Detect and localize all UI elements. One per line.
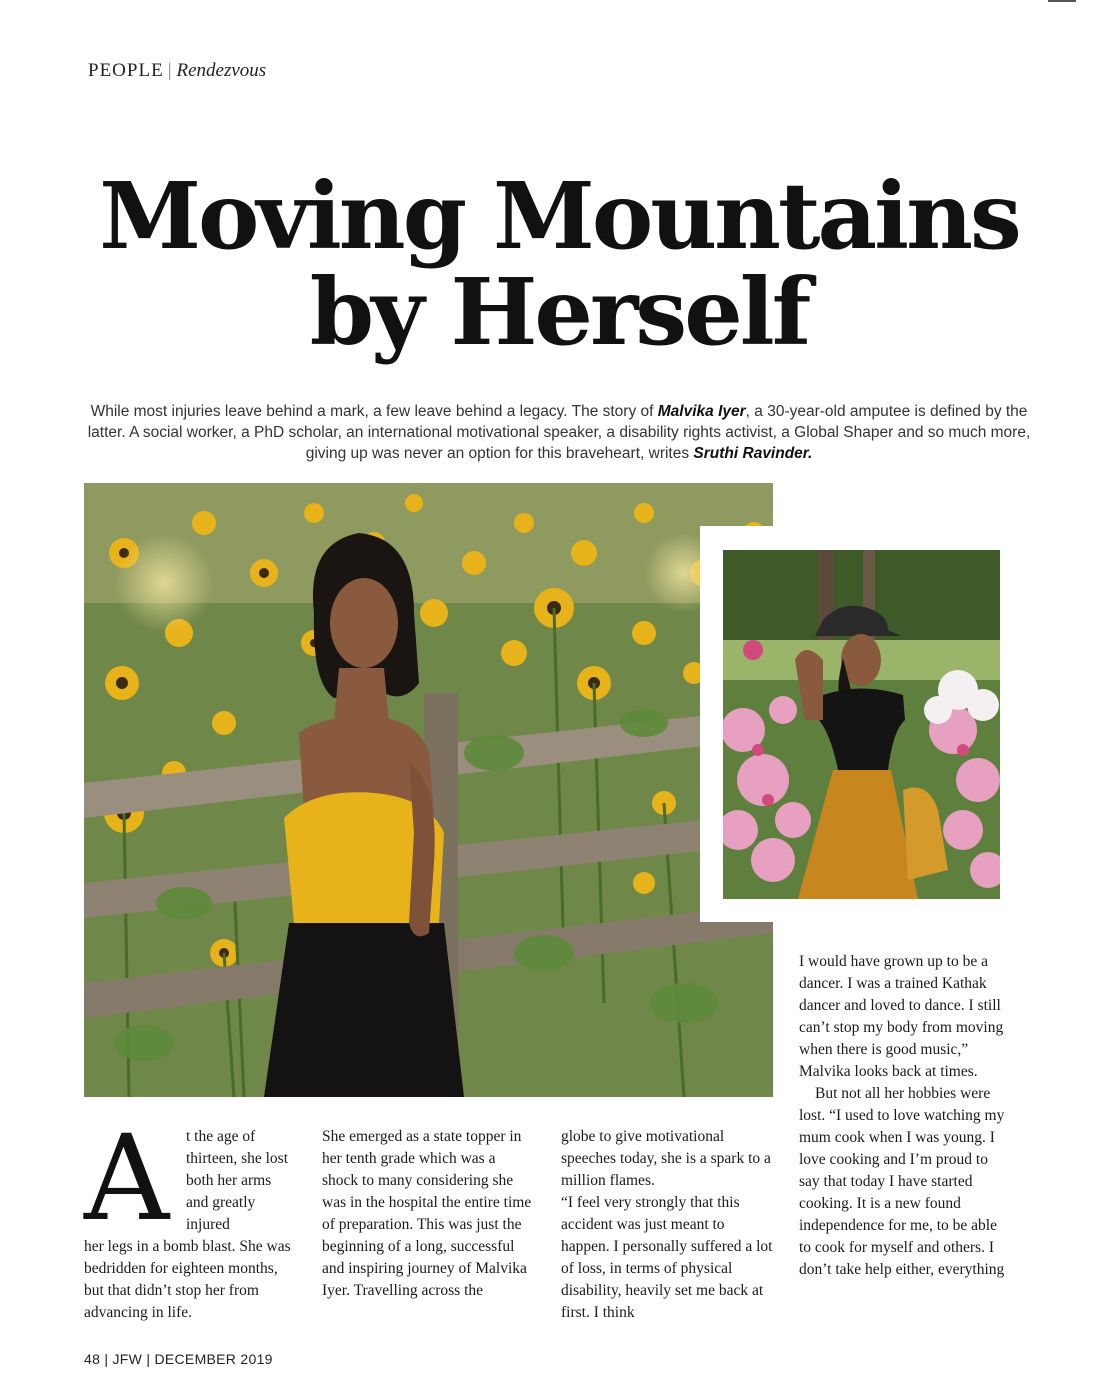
column-2: [322, 1126, 534, 1302]
title-line-2: by Herself: [309, 258, 809, 366]
column-4: [799, 951, 1011, 1281]
corner-mark: [1048, 0, 1076, 2]
drop-cap: A: [84, 1109, 170, 1247]
column-3: [561, 1126, 773, 1324]
standfirst: [82, 401, 1036, 464]
section-name: PEOPLE: [88, 60, 164, 81]
title-line-1: Moving Mountains: [99, 162, 1019, 270]
column-1-top: t the age of thirteen, she lost both her arms and greatly injured: [186, 1128, 289, 1233]
column-4-paragraph-2: But not all her hobbies were lost. “I used to love watching my mum cook when I was young. I love cooking and I’m proud to say that today I have started cooking. It is a new found independence for me, to be able to cook for myself and others. I don’t take help either, everything: [799, 1085, 1005, 1278]
standfirst-subject: Malvika Iyer: [657, 403, 746, 420]
page-folio: 48 | JFW | DECEMBER 2019: [84, 1351, 273, 1367]
sunflower-field-illustration: [84, 483, 773, 1097]
main-photo: [84, 483, 773, 1097]
article-title: [40, 162, 1078, 366]
garden-portrait-illustration: [723, 550, 1000, 899]
column-2-paragraph: She emerged as a state topper in her tenth grade which was a shock to many considering she was in the hospital the entire time of preparation. This was just the beginning of a long, successful and inspiring journey of Malvika Iyer. Travelling across the: [322, 1128, 532, 1299]
column-3-paragraph-1: globe to give motivational speeches today, she is a spark to a million flames.: [561, 1128, 771, 1189]
secondary-photo: [723, 550, 1000, 899]
column-3-paragraph-2: “I feel very strongly that this accident was just meant to happen. I personally suffered a lot of loss, in terms of physical disability, heavily set me back at first. I think: [561, 1194, 773, 1321]
standfirst-middle: , a 30-year-old amputee is defined by the latter. A social worker, a PhD scholar, an international motivational speaker, a disability rights activist, a Global Shaper and so much more, giving up was never an option for this braveheart, writes: [87, 403, 1031, 462]
section-label: [88, 60, 266, 82]
section-separator: |: [167, 60, 173, 81]
standfirst-author: Sruthi Ravinder.: [693, 445, 813, 462]
standfirst-before: While most injuries leave behind a mark, a few leave behind a legacy. The story of: [90, 403, 658, 420]
column-4-paragraph-1: I would have grown up to be a dancer. I was a trained Kathak dancer and loved to dance. I still can’t stop my body from moving when there is good music,” Malvika looks back at times.: [799, 953, 1004, 1080]
column-1-bottom: her legs in a bomb blast. She was bedridden for eighteen months, but that didn’t stop her from advancing in life.: [84, 1238, 291, 1321]
subsection-name: Rendezvous: [176, 60, 267, 81]
